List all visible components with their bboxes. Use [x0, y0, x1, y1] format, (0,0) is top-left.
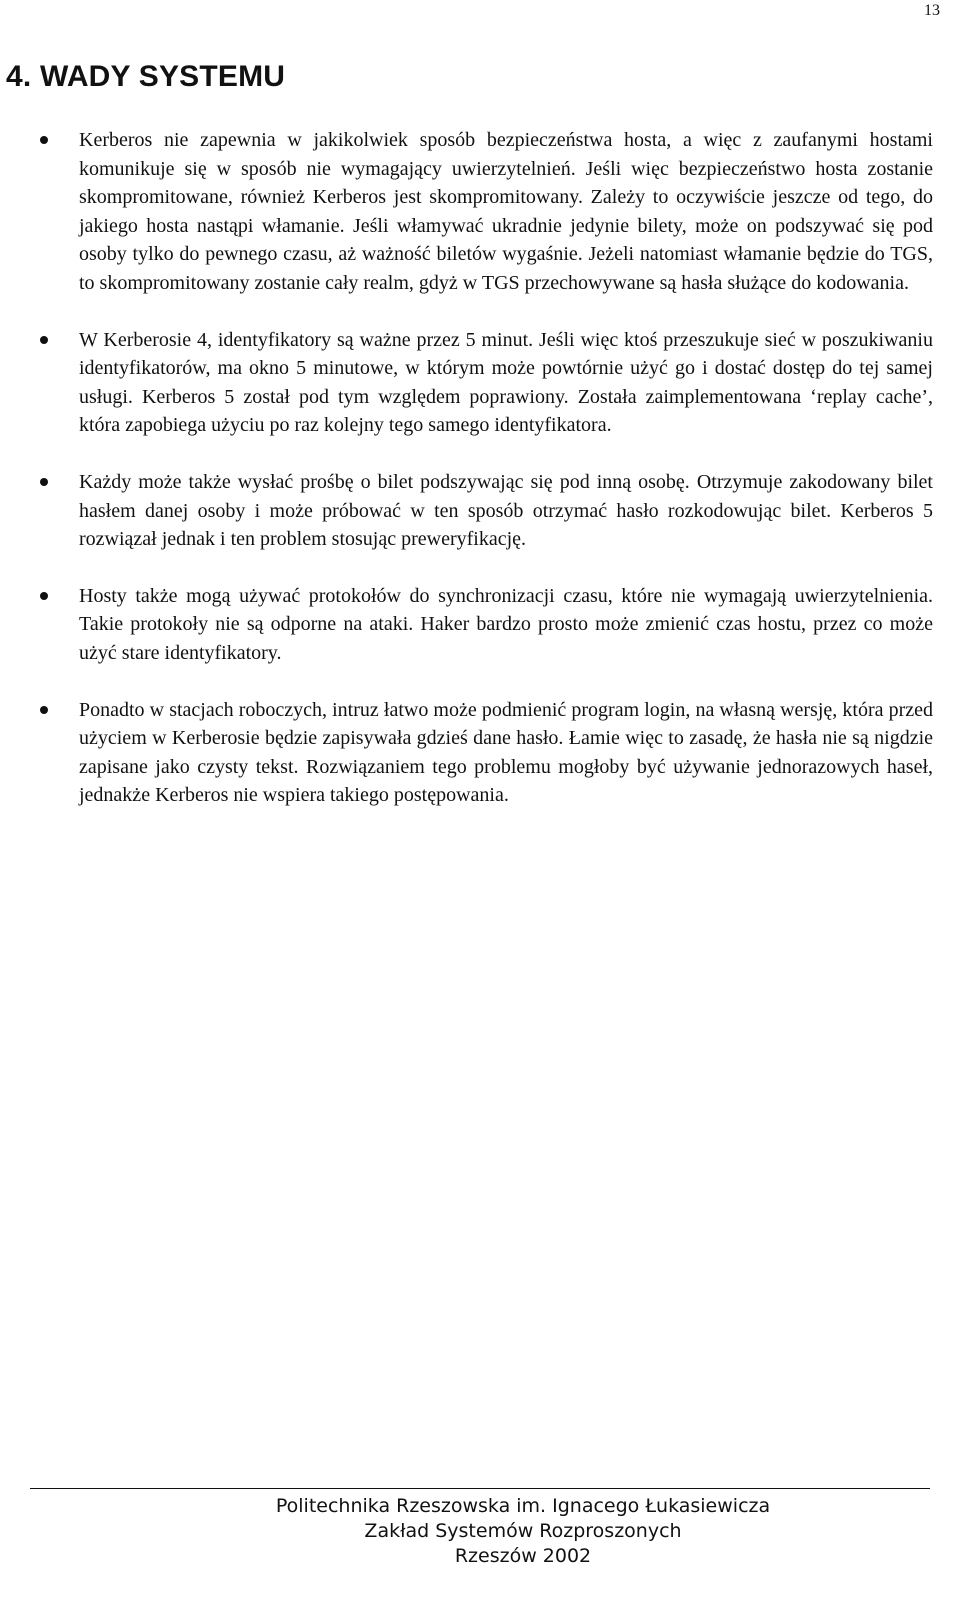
bullet-icon: [40, 336, 48, 344]
footer-department: Zakład Systemów Rozproszonych: [364, 1520, 682, 1542]
list-item: [40, 696, 933, 810]
bullet-text: Każdy może także wysłać prośbę o bilet podszywając się pod inną osobę. Otrzymuje zakodowany bilet hasłem danej osoby i może próbować w ten sposób otrzymać hasło rozkodowując bilet. Kerberos 5 rozwiązał jednak i ten problem stosując preweryfikację.: [79, 470, 933, 551]
list-item: [40, 582, 933, 668]
bullet-icon: [40, 478, 48, 486]
bullet-list: [40, 126, 933, 810]
bullet-text: Kerberos nie zapewnia w jakikolwiek sposób bezpieczeństwa hosta, a więc z zaufanymi hostami komunikuje się w sposób nie wymagający uwierzytelnień. Jeśli więc bezpieczeństwo hosta zostanie skompromitowane, również Kerberos jest skompromitowany. Zależy to oczywiście jeszcze od tego, do jakiego hosta nastąpi włamanie. Jeśli włamywać ukradnie jedynie bilety, może on podszywać się pod osoby tylko do pewnego czasu, aż ważność biletów wygaśnie. Jeżeli natomiast włamanie będzie do TGS, to skompromitowany zostanie cały realm, gdyż w TGS przechowywane są hasła służące do kodowania.: [79, 129, 933, 294]
list-item: [40, 126, 933, 298]
list-item: [40, 468, 933, 554]
footer-university: Politechnika Rzeszowska im. Ignacego Łukasiewicza: [275, 1495, 771, 1517]
bullet-text: Hosty także mogą używać protokołów do synchronizacji czasu, które nie wymagają uwierzytelnienia. Takie protokoły nie są odporne na ataki. Haker bardzo prosto może zmienić czas hostu, przez co może użyć stare identyfikatory.: [79, 584, 933, 664]
list-item: [40, 326, 933, 440]
footer-place-year: Rzeszów 2002: [454, 1545, 592, 1567]
section-title: 4. WADY SYSTEMU: [6, 60, 286, 93]
bullet-text: W Kerberosie 4, identyfikatory są ważne przez 5 minut. Jeśli więc ktoś przeszukuje sieć w poszukiwaniu identyfikatorów, ma okno 5 minutowe, w którym może powtórnie użyć go i dostać dostęp do tej samej usługi. Kerberos 5 został pod tym względem poprawiony. Została zaimplementowana ‘replay cache’, która zapobiega użyciu po raz kolejny tego samego identyfikatora.: [79, 328, 933, 437]
bullet-text: Ponadto w stacjach roboczych, intruz łatwo może podmienić program login, na własną wersję, która przed użyciem w Kerberosie będzie zapisywała gdzieś dane hasło. Łamie więc to zasadę, że hasła nie są nigdzie zapisane jako czysty tekst. Rozwiązaniem tego problemu mogłoby być używanie jednorazowych haseł, jednakże Kerberos nie wspiera takiego postępowania.: [79, 698, 933, 807]
bullet-icon: [40, 592, 48, 600]
bullet-icon: [40, 136, 48, 144]
footer-divider: [30, 1488, 930, 1489]
page-footer: [0, 1494, 960, 1569]
page-number: 13: [924, 2, 940, 19]
bullet-icon: [40, 706, 48, 714]
